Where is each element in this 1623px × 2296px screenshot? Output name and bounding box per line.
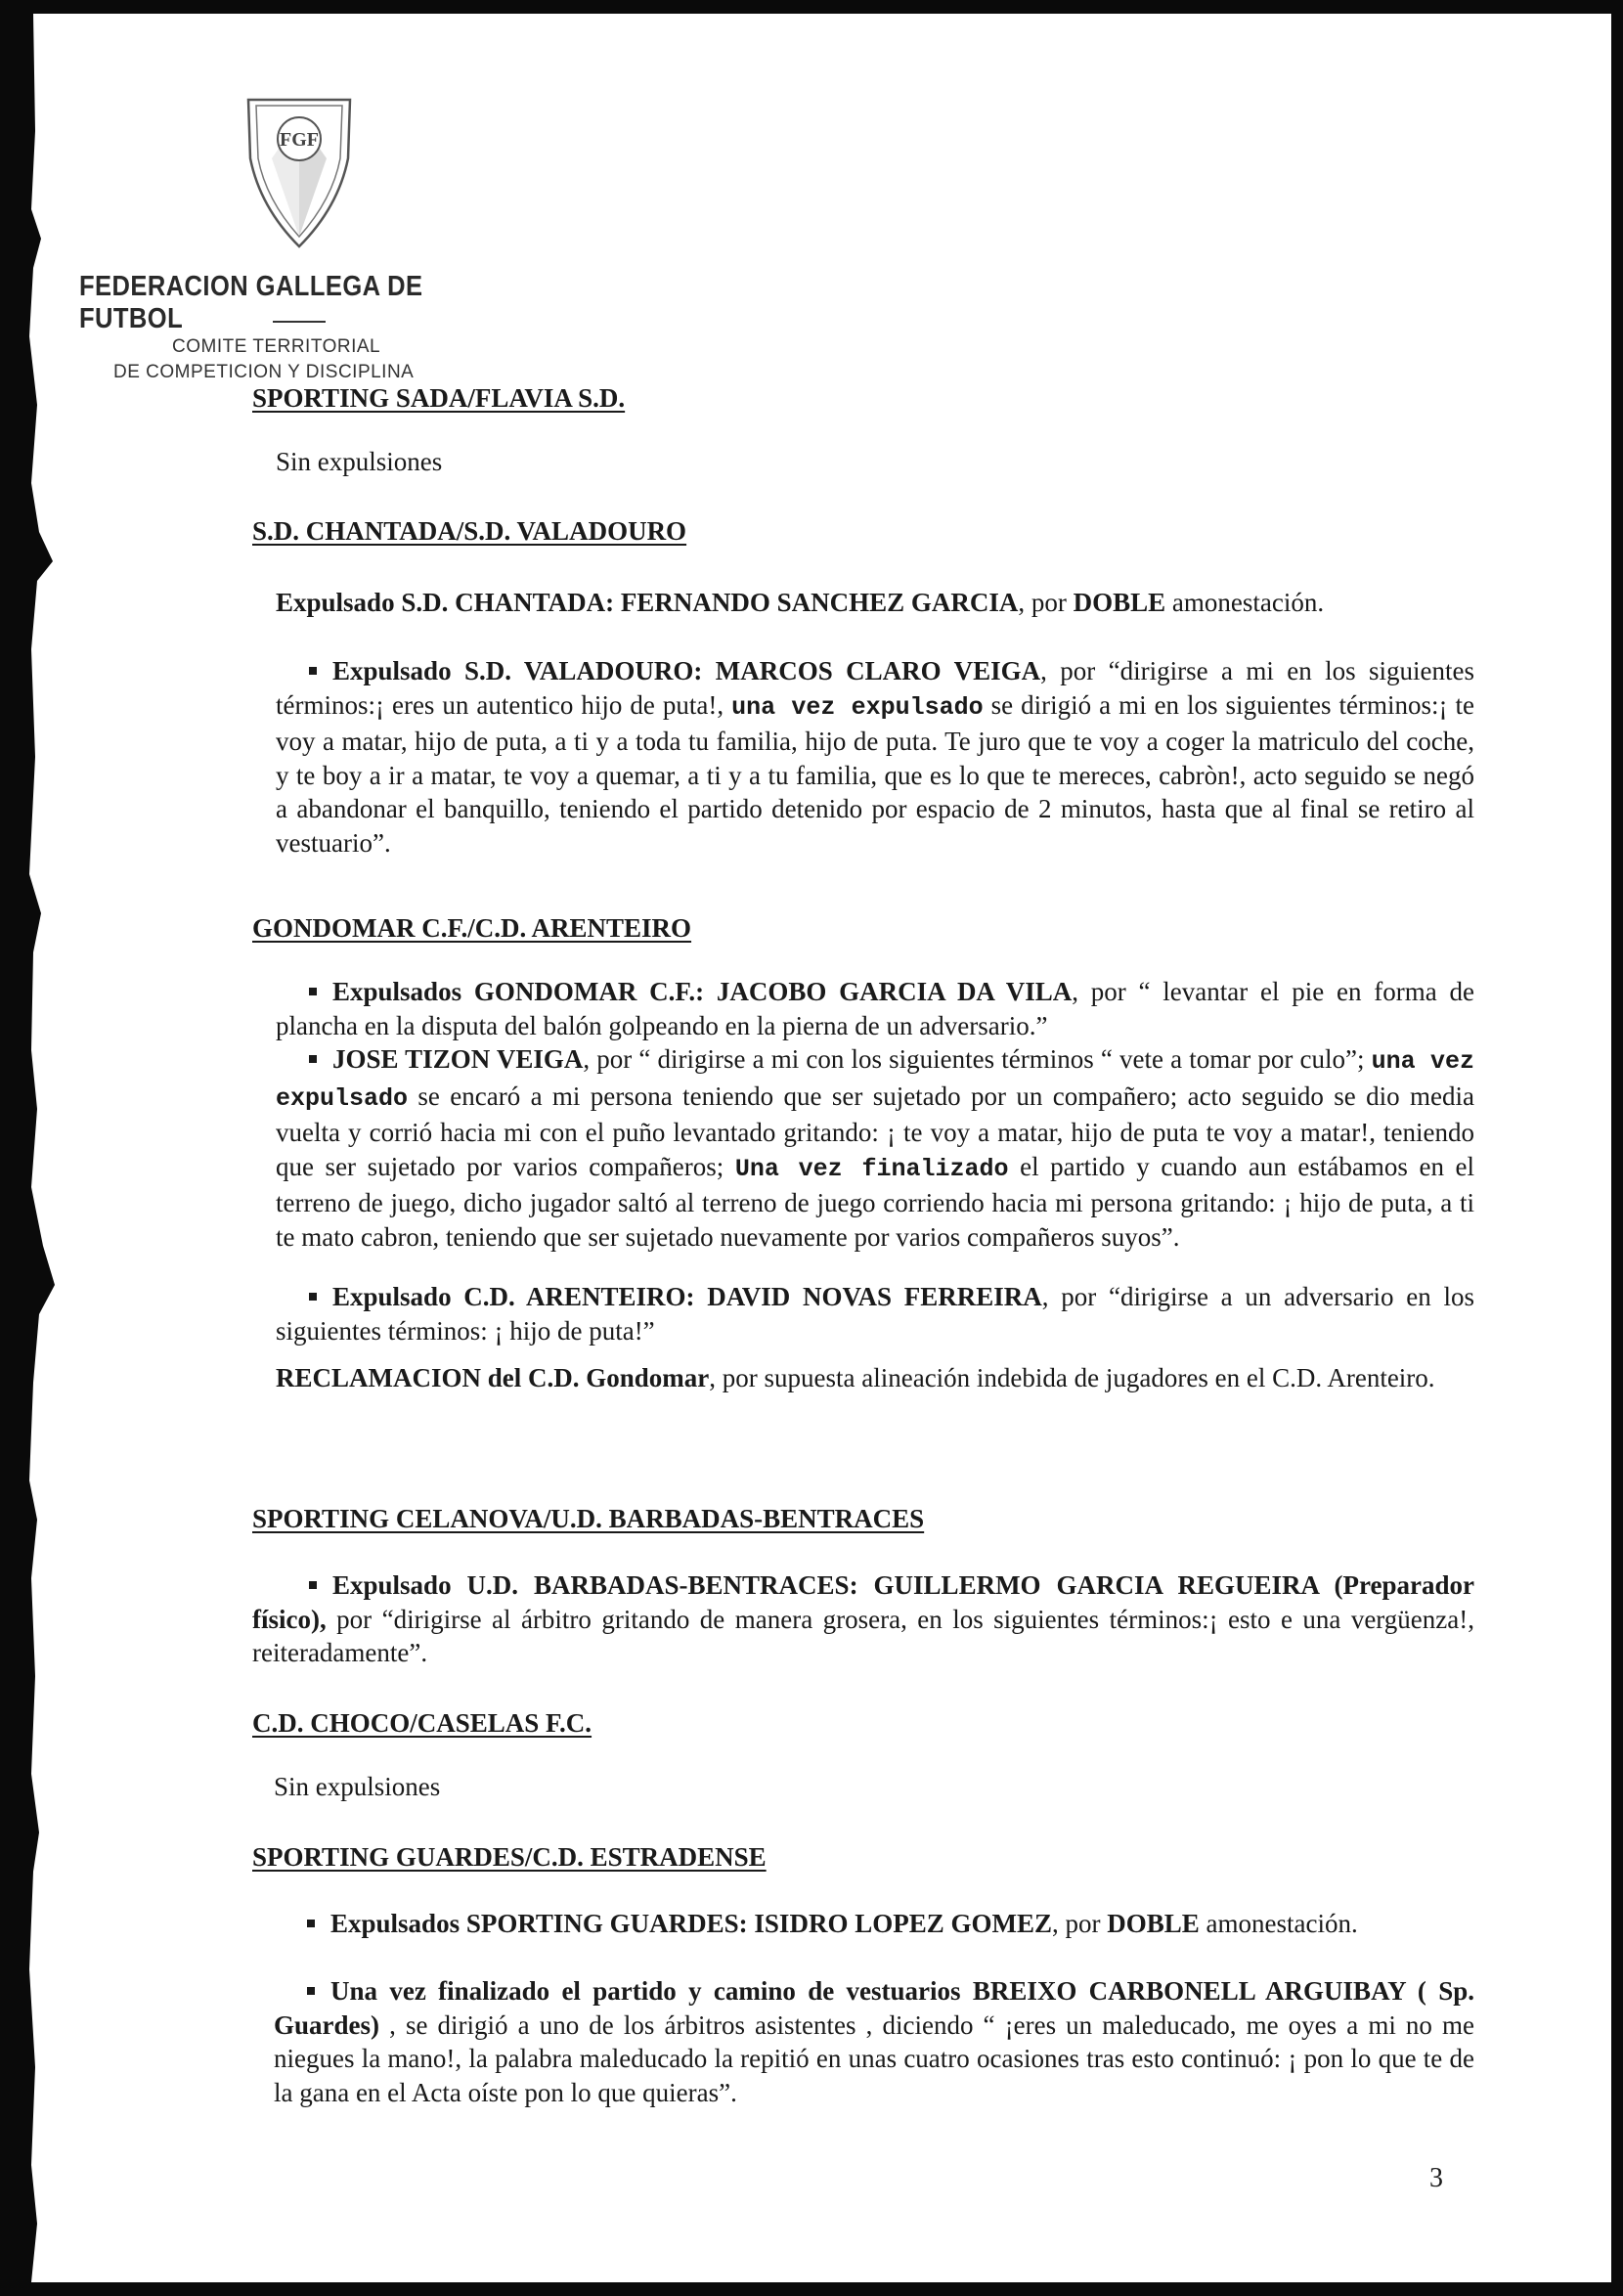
bullet-icon bbox=[307, 1920, 315, 1927]
logo-monogram: FGF bbox=[280, 129, 319, 151]
section-title-sada-flavia: SPORTING SADA/FLAVIA S.D. bbox=[252, 383, 626, 413]
page-number: 3 bbox=[1429, 2163, 1443, 2193]
expelled-player-arenteiro: Expulsado C.D. ARENTEIRO: DAVID NOVAS FERREIRA bbox=[332, 1282, 1042, 1311]
bullet-icon bbox=[309, 667, 317, 675]
expelled-player-chantada: Expulsado S.D. CHANTADA: FERNANDO SANCHEZ GARCIA bbox=[276, 588, 1019, 617]
paragraph-gondomar-expulsion-1: Expulsados GONDOMAR C.F.: JACOBO GARCIA DA VILA, por “ levantar el pie en forma de plancha en la disputa del balón golpeando en la pierna de un adversario.” bbox=[276, 977, 1474, 1040]
paragraph-chantada-expulsion: Expulsado S.D. CHANTADA: FERNANDO SANCHEZ GARCIA, por DOBLE amonestación. bbox=[276, 588, 1325, 617]
incident-player-guardes: Una vez finalizado el partido y camino de vestuarios BREIXO CARBONELL ARGUIBAY ( Sp. Guardes) bbox=[274, 1976, 1474, 2040]
committee-line-1: COMITE TERRITORIAL bbox=[172, 336, 381, 357]
paragraph-barbadas-expulsion: Expulsado U.D. BARBADAS-BENTRACES: GUILLERMO GARCIA REGUEIRA (Preparador físico), por “dirigirse al árbitro gritando de manera grosera, en los siguientes términos:¡ esto e una vergüenza!, reiteradamente”. bbox=[252, 1570, 1474, 1667]
section-title-gondomar-arenteiro: GONDOMAR C.F./C.D. ARENTEIRO bbox=[252, 913, 692, 943]
expelled-player-valadouro: Expulsado S.D. VALADOURO: MARCOS CLARO VEIGA bbox=[332, 656, 1041, 685]
bullet-icon bbox=[309, 988, 317, 995]
expelled-player-guardes: Expulsados SPORTING GUARDES: ISIDRO LOPEZ GOMEZ bbox=[330, 1909, 1052, 1938]
no-expulsions-note: Sin expulsiones bbox=[276, 447, 443, 476]
claim-heading: RECLAMACION del C.D. Gondomar bbox=[276, 1363, 710, 1392]
section-title-guardes-estradense: SPORTING GUARDES/C.D. ESTRADENSE bbox=[252, 1842, 767, 1872]
bullet-icon bbox=[309, 1581, 317, 1589]
bullet-icon bbox=[309, 1055, 317, 1063]
expelled-staff-barbadas: Expulsado U.D. BARBADAS-BENTRACES: GUILLERMO GARCIA REGUEIRA (Preparador físico), bbox=[252, 1570, 1474, 1634]
bullet-icon bbox=[307, 1987, 315, 1995]
federation-name: FEDERACION GALLEGA DE FUTBOL bbox=[79, 271, 423, 334]
header-divider bbox=[273, 321, 326, 323]
federation-shield-logo bbox=[241, 90, 358, 252]
section-title-choco-caselas: C.D. CHOCO/CASELAS F.C. bbox=[252, 1708, 592, 1738]
torn-edge bbox=[27, 14, 86, 2282]
paragraph-gondomar-expulsion-2: JOSE TIZON VEIGA, por “ dirigirse a mi con los siguientes términos “ vete a tomar por culo”; una vez expulsado se encaró a mi persona teniendo que ser sujetado por un compañero; acto seguido se dio media vuelta y corrió hacia mi con el puño levantado gritando: ¡ te voy a matar, hijo de puta te voy a matar!, teniendo que ser sujetado por varios compañeros; Una vez finalizado el partido y cuando aun estábamos en el terreno de juego, dicho jugador saltó al terreno de juego corriendo hacia mi persona gritando: ¡ hijo de puta, a ti te mato cabron, teniendo que ser sujetado nuevamente por varios compañeros suyos”. bbox=[276, 1044, 1475, 1252]
committee-line-2: DE COMPETICION Y DISCIPLINA bbox=[113, 362, 415, 382]
paragraph-arenteiro-expulsion: Expulsado C.D. ARENTEIRO: DAVID NOVAS FERREIRA, por “dirigirse a un adversario en los siguientes términos: ¡ hijo de puta!” bbox=[276, 1282, 1474, 1346]
section-title-celanova-barbadas: SPORTING CELANOVA/U.D. BARBADAS-BENTRACES bbox=[252, 1504, 925, 1533]
paragraph-valadouro-expulsion: Expulsado S.D. VALADOURO: MARCOS CLARO VEIGA, por “dirigirse a mi en los siguientes términos:¡ eres un autentico hijo de puta!, una vez expulsado se dirigió a mi en los siguientes términos:¡ te voy a matar, hijo de puta, a ti y a toda tu familia, hijo de puta. Te juro que te voy a coger la matriculo del coche, y te boy a ir a matar, te voy a quemar, a ti y a tu familia, que es lo que te mereces, cabròn!, acto seguido se negó a abandonar el banquillo, teniendo el partido detenido por espacio de 2 minutos, hasta que al final se retiro al vestuario”. bbox=[276, 656, 1474, 858]
no-expulsions-note: Sin expulsiones bbox=[274, 1772, 441, 1801]
document-page bbox=[27, 14, 1611, 2282]
paragraph-gondomar-claim: RECLAMACION del C.D. Gondomar, por supuesta alineación indebida de jugadores en el C.D. Arenteiro. bbox=[276, 1363, 1435, 1392]
expelled-player-gondomar-1: Expulsados GONDOMAR C.F.: JACOBO GARCIA DA VILA bbox=[332, 977, 1073, 1006]
paragraph-guardes-expulsion: Expulsados SPORTING GUARDES: ISIDRO LOPEZ GOMEZ, por DOBLE amonestación. bbox=[274, 1907, 1474, 1941]
expelled-player-gondomar-2: JOSE TIZON VEIGA bbox=[332, 1044, 584, 1074]
bullet-icon bbox=[309, 1293, 317, 1301]
section-title-chantada-valadouro: S.D. CHANTADA/S.D. VALADOURO bbox=[252, 516, 687, 546]
paragraph-guardes-incident: Una vez finalizado el partido y camino de vestuarios BREIXO CARBONELL ARGUIBAY ( Sp. Guardes) , se dirigió a uno de los árbitros asistentes , diciendo “ ¡eres un maleducado, me oyes a mi no me niegues la mano!, la palabra maleducado la repitió en unas cuatro ocasiones tras esto continuó: ¡ pon lo que te de la gana en el Acta oíste pon lo que quieras”. bbox=[274, 1976, 1474, 2107]
